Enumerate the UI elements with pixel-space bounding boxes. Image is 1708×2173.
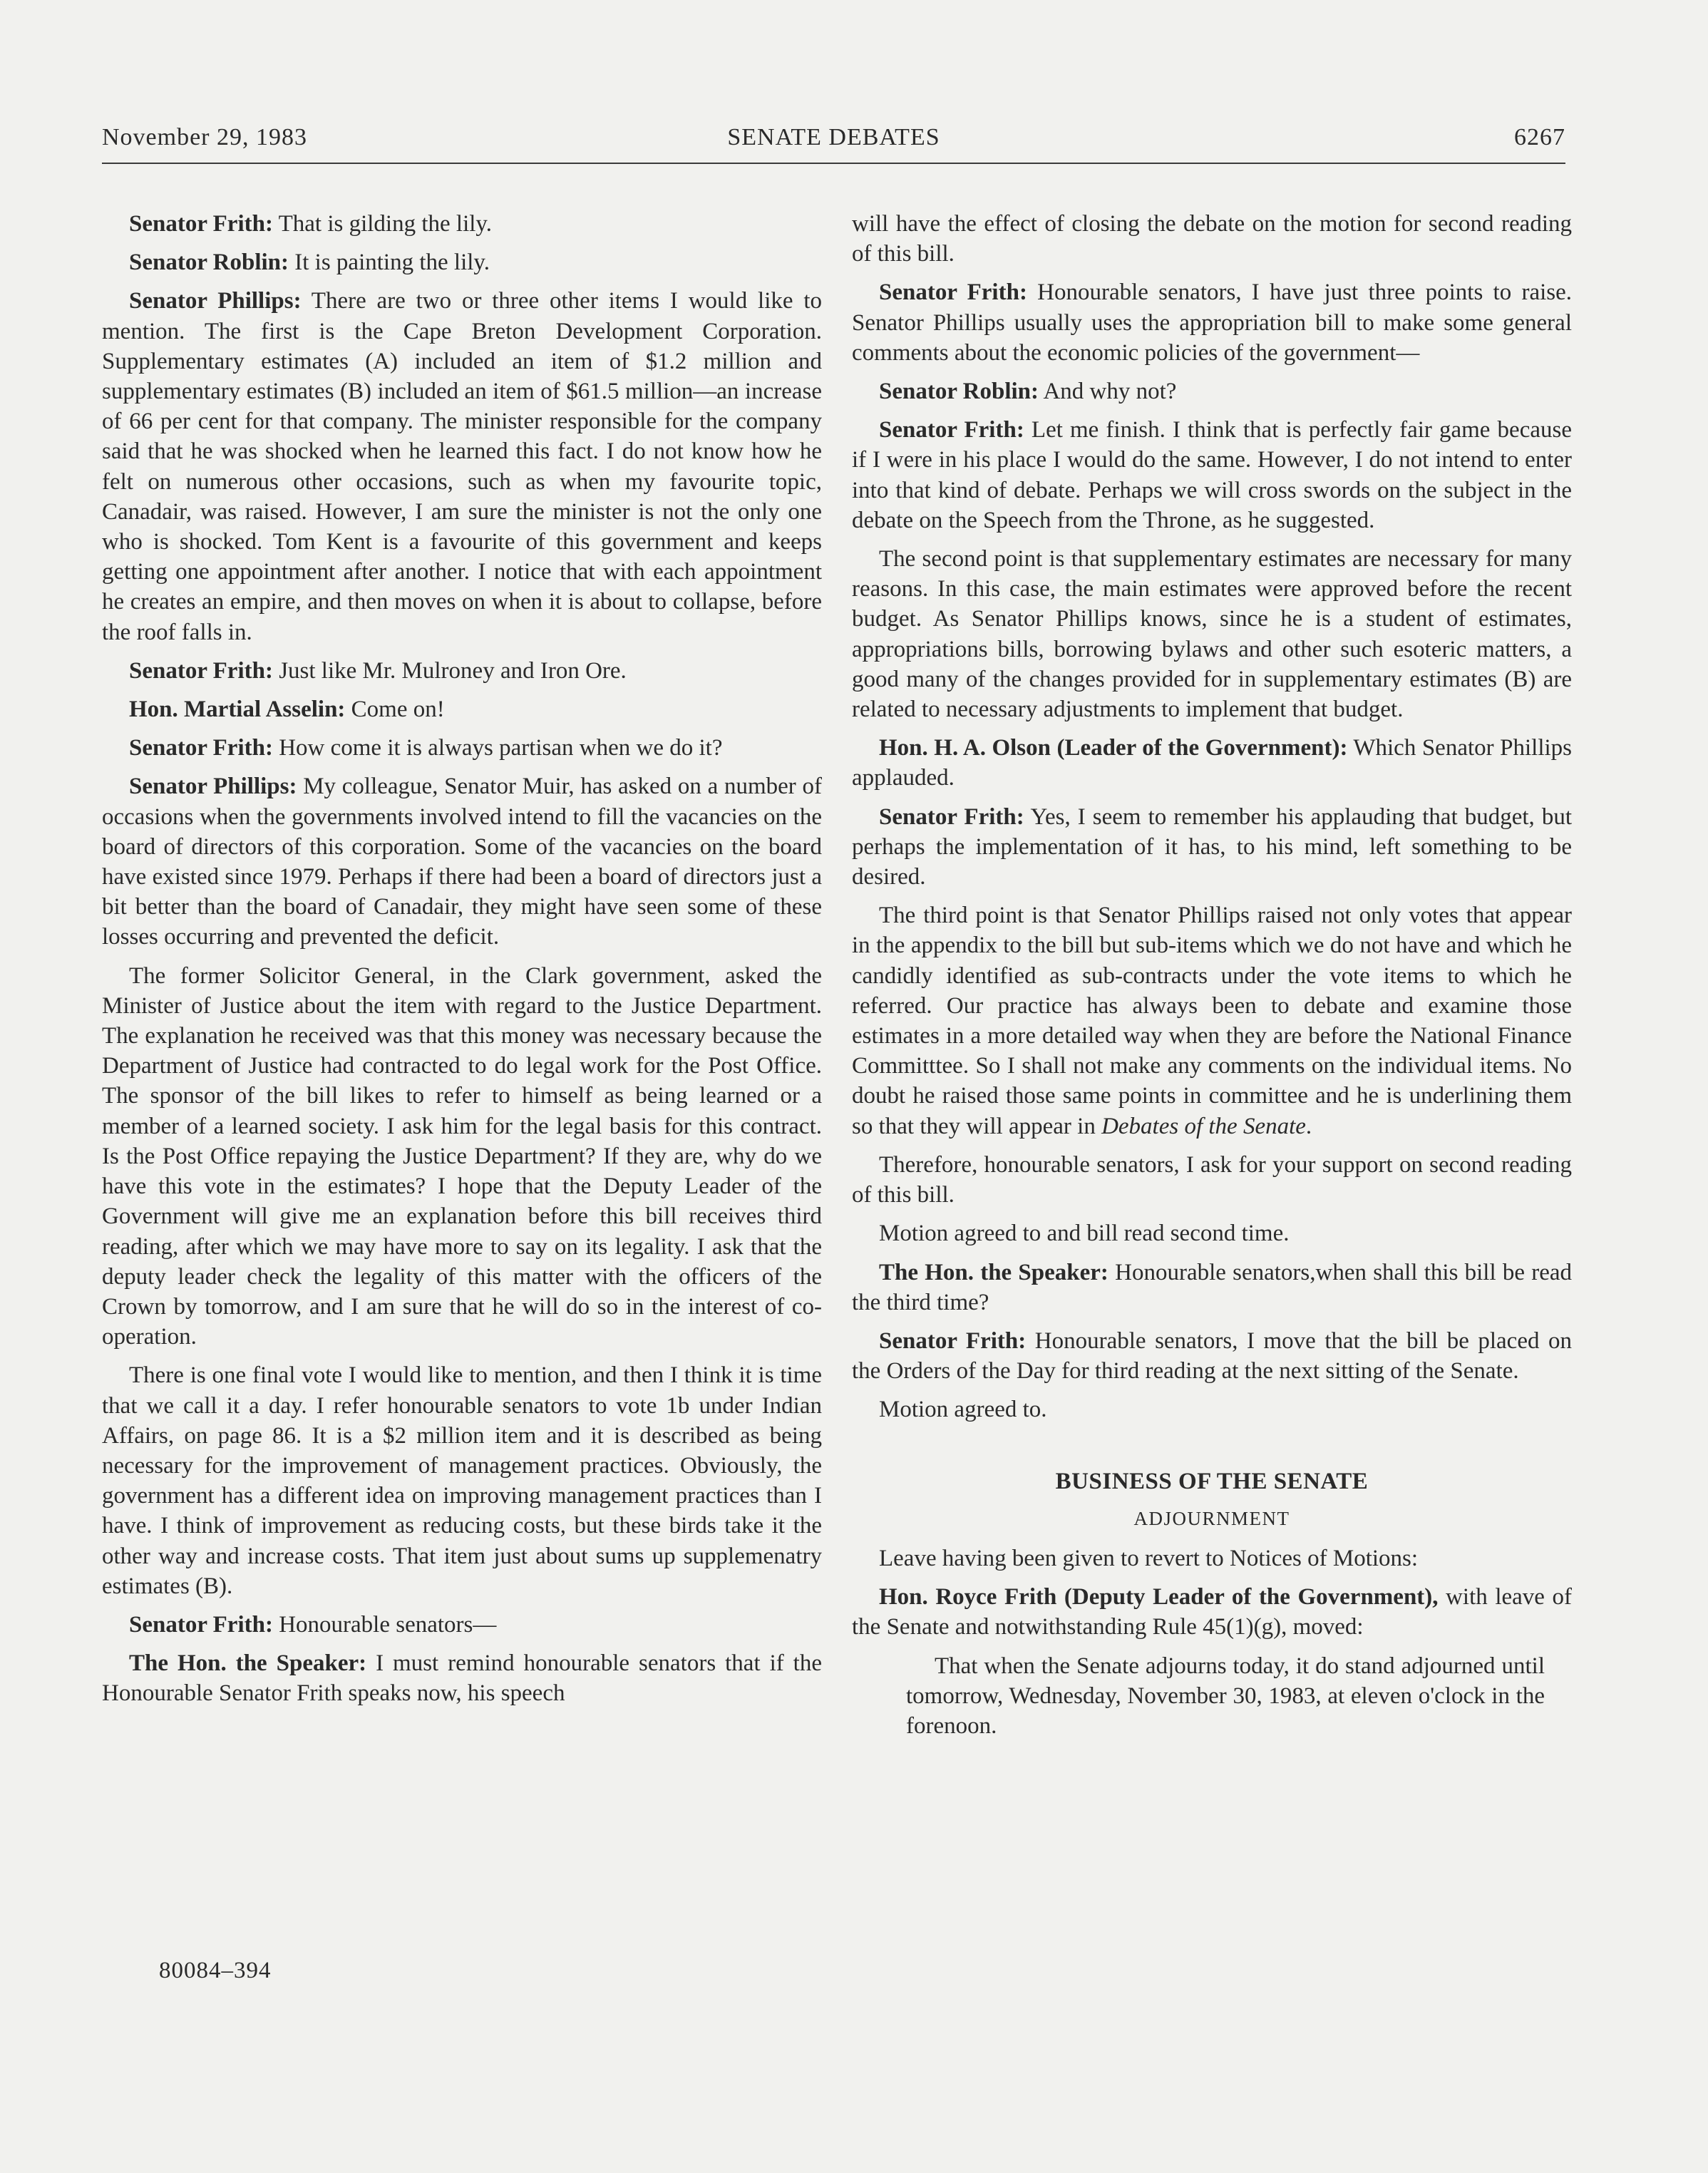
speaker: The Hon. the Speaker: [129, 1650, 367, 1677]
speaker: Senator Roblin: [129, 250, 289, 276]
header-date: November 29, 1983 [102, 124, 308, 150]
speech-text: There are two or three other items I would like to mention. The first is the Cape Breton Development Corporation. Supplementary estimates (A) included an item of $1.2 million and supplementary estimates (B) included an item of $61.5 million—an increase of 66 per cent for that company. The minister responsible for the company said that he was shocked when he learned this fact. I do not know how he felt on numerous other occasions, such as when my favourite topic, Canadair, was raised. However, I am sure the minister is not the only one who is shocked. Tom Kent is a favourite of this government and keeps getting one appointment after another. I notice that with each appointment he creates an empire, and then moves on when it is about to collapse, before the roof falls in. [102, 288, 822, 645]
footer-code: 80084–394 [159, 1958, 272, 1983]
speaker: Senator Frith: [879, 803, 1024, 830]
speech-text: Therefore, honourable senators, I ask for your support on second reading of this bill. [852, 1151, 1572, 1208]
speaker: Senator Frith: [129, 211, 273, 237]
left-column [102, 209, 822, 1717]
paragraph [852, 277, 1572, 368]
speech-text: Leave having been given to revert to Notices of Motions: [879, 1545, 1419, 1571]
paragraph [102, 961, 822, 1352]
paragraph [102, 286, 822, 647]
speaker: Senator Frith: [129, 657, 273, 684]
speech-text: Honourable senators, I have just three points to raise. Senator Phillips usually uses the appropriation bill to make some general comments about the economic policies of the government— [852, 279, 1572, 366]
paragraph [852, 415, 1572, 535]
paragraph [852, 1394, 1572, 1424]
speech-text: And why not? [1039, 379, 1177, 405]
paragraph [852, 1218, 1572, 1248]
paragraph [102, 1360, 822, 1601]
speaker: Senator Frith: [879, 1327, 1027, 1354]
paragraph [852, 900, 1572, 1141]
speech-text: will have the effect of closing the debate on the motion for second reading of this bill. [852, 211, 1572, 267]
header-page-number: 6267 [1514, 124, 1565, 150]
speaker: Senator Phillips: [129, 774, 297, 800]
speech-text: That is gilding the lily. [272, 211, 493, 237]
paragraph [852, 1258, 1572, 1317]
paragraph [852, 544, 1572, 724]
paragraph [852, 1582, 1572, 1642]
paragraph [102, 694, 822, 724]
page-header [102, 123, 1565, 164]
paragraph [102, 209, 822, 239]
section-subtitle: ADJOURNMENT [1133, 1507, 1290, 1529]
speaker: Senator Frith: [129, 1611, 273, 1638]
speech-text: Come on! [345, 697, 445, 723]
speaker: Hon. Royce Frith (Deputy Leader of the Government), [879, 1584, 1439, 1611]
speech-text: There is one final vote I would like to mention, and then I think it is time that we call it a day. I refer honourable senators to vote 1b under Indian Affairs, on page 86. It is a $2 million item and it is described as being necessary for the improvement of management practices. Obviously, the government has a different idea on improving management practices than I have. I think of improvement as reducing costs, but these birds take it the other way and increase costs. That item just about sums up supplemenatry estimates (B). [102, 1362, 822, 1599]
speech-text: Motion agreed to. [879, 1397, 1047, 1423]
publication-title: Debates of the Senate [1101, 1113, 1306, 1139]
speech-text: Let me finish. I think that is perfectly fair game because if I were in his place I would do the same. However, I do not intend to enter into that kind of debate. Perhaps we will cross swords on the subject in the debate on the Speech from the Throne, as he suggested. [852, 417, 1572, 533]
speech-text: Honourable senators, I move that the bill be placed on the Orders of the Day for third reading at the next sitting of the Senate. [852, 1327, 1572, 1385]
paragraph [852, 733, 1572, 793]
speech-text: Just like Mr. Mulroney and Iron Ore. [272, 657, 627, 684]
speech-text: . [1305, 1113, 1312, 1139]
speaker: Senator Frith: [879, 279, 1027, 306]
paragraph [102, 1648, 822, 1708]
paragraph [102, 656, 822, 686]
paragraph [102, 247, 822, 277]
speech-text: Motion agreed to and bill read second time. [879, 1221, 1290, 1247]
speech-text: Honourable senators,when shall this bill be read the third time? [852, 1259, 1572, 1315]
speech-text: Which Senator Phillips applauded. [852, 735, 1572, 791]
paragraph [852, 376, 1572, 406]
speaker: The Hon. the Speaker: [879, 1259, 1108, 1285]
speech-text: The third point is that Senator Phillips raised not only votes that appear in the appendix to the bill but sub-items which we do not have and which he candidly identified as sub-contracts under the vote items to which he referred. Our practice has always been to debate and examine those estimates in a more detailed way when they are before the National Finance Committtee. So I shall not make any comments on the individual items. No doubt he raised those same points in committee and he is underlining them so that they will appear in [852, 903, 1572, 1139]
paragraph [852, 1150, 1572, 1210]
paragraph [852, 1543, 1572, 1573]
paragraph [852, 802, 1572, 893]
paragraph [102, 733, 822, 763]
speech-text: My colleague, Senator Muir, has asked on a number of occasions when the governments involved intend to fill the vacancies on the board of directors of this corporation. Some of the vacancies on the board have existed since 1979. Perhaps if there had been a board of directors just a bit better than the board of Canadair, they might have seen some of these losses occurring and prevented the deficit. [102, 774, 822, 950]
speech-text: with leave of the Senate and notwithstanding Rule 45(1)(g), moved: [852, 1584, 1572, 1640]
header-title: SENATE DEBATES [727, 124, 940, 150]
paragraph [852, 209, 1572, 269]
speech-text: Yes, I seem to remember his applauding that budget, but perhaps the implementation of it has, to his mind, left something to be desired. [852, 803, 1572, 890]
speech-text: I must remind honourable senators that if the Honourable Senator Frith speaks now, his speech [102, 1650, 822, 1707]
speech-text: The former Solicitor General, in the Clark government, asked the Minister of Justice about the item with regard to the Justice Department. The explanation he received was that this money was necessary because the Department of Justice had contracted to do legal work for the Post Office. The sponsor of the bill likes to refer to himself as being learned or a member of a learned society. I ask him for the legal basis for this contract. Is the Post Office repaying the Justice Department? If they are, why do we have this vote in the estimates? I hope that the Deputy Leader of the Government will give me an explanation before this bill receives third reading, after which we may have more to say on its legality. I ask that the deputy leader check the legality of this matter with the officers of the Crown by tomorrow, and I am sure that he will do so in the interest of co-operation. [102, 962, 822, 1350]
speech-text: It is painting the lily. [289, 250, 490, 276]
speaker: Hon. Martial Asselin: [129, 697, 346, 723]
speaker: Hon. H. A. Olson (Leader of the Government): [879, 735, 1348, 761]
speech-text: The second point is that supplementary estimates are necessary for many reasons. In this case, the main estimates were approved before the recent budget. As Senator Phillips knows, since he is a student of estimates, appropriations bills, borrowing bylaws and other such esoteric matters, a good many of the changes provided for in supplementary estimates (B) are related to necessary adjustments to implement that budget. [852, 546, 1572, 723]
speaker: Senator Frith: [129, 735, 273, 761]
speech-text: How come it is always partisan when we do it? [272, 735, 723, 761]
right-column [852, 209, 1572, 1750]
paragraph [852, 1326, 1572, 1386]
paragraph [102, 1610, 822, 1640]
speech-text: Honourable senators— [272, 1611, 497, 1638]
section-title: BUSINESS OF THE SENATE [1055, 1468, 1369, 1494]
motion-quote: That when the Senate adjourns today, it do stand adjourned until tomorrow, Wednesday, November 30, 1983, at eleven o'clock in the forenoon. [906, 1653, 1545, 1739]
speaker: Senator Frith: [879, 417, 1024, 443]
speaker: Senator Roblin: [879, 379, 1039, 405]
speaker: Senator Phillips: [129, 288, 302, 314]
paragraph [102, 771, 822, 952]
